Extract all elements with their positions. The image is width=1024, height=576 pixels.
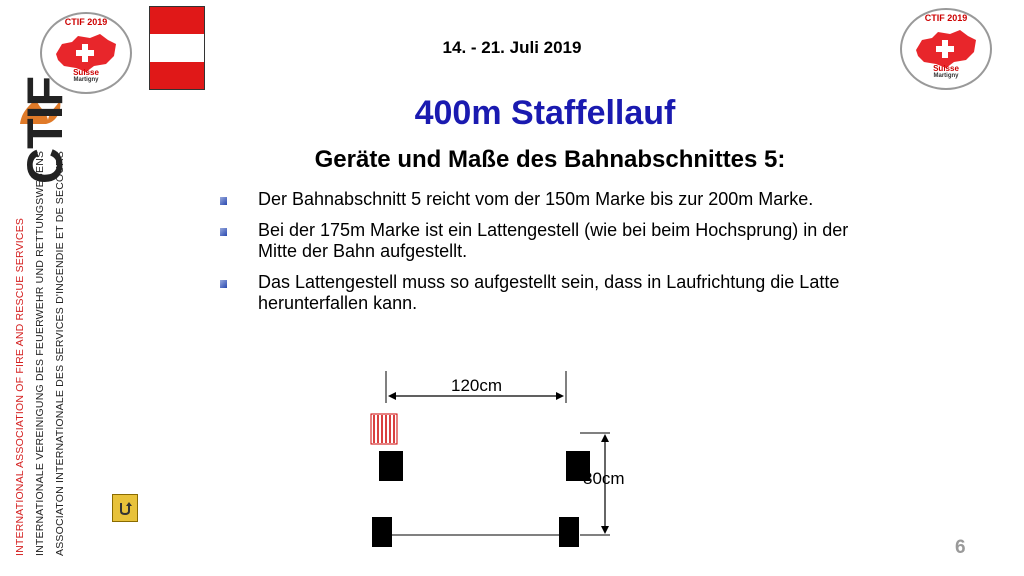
stand-block-bottom-right bbox=[559, 517, 579, 547]
logo-top-text: CTIF 2019 bbox=[64, 17, 108, 27]
page-subtitle: Geräte und Maße des Bahnabschnittes 5: bbox=[314, 146, 786, 173]
side-text-french: ASSOCIATON INTERNATIONALE DES SERVICES D'INCENDIE ET DE SECOURS bbox=[54, 150, 66, 556]
bullet-list bbox=[220, 189, 870, 324]
arrow-left-icon bbox=[388, 392, 396, 400]
arrow-right-icon bbox=[556, 392, 564, 400]
width-dimension-label: 120cm bbox=[451, 376, 503, 395]
bullet-item bbox=[220, 189, 870, 210]
high-jump-bar bbox=[371, 414, 397, 444]
bullet-icon bbox=[220, 228, 227, 236]
logo-bottom-text: Suisse bbox=[933, 64, 959, 73]
logo-sub-text: Martigny bbox=[933, 73, 959, 79]
bullet-text: Bei der 175m Marke ist ein Lattengestell (wie bei beim Hochsprung) in der Mitte der Bahn aufgestellt. bbox=[258, 220, 849, 261]
page-number: 6 bbox=[955, 537, 966, 558]
return-arrow-icon bbox=[116, 499, 134, 517]
logo-sub-text: Martigny bbox=[73, 77, 99, 83]
side-text-german: INTERNATIONALE VEREINIGUNG DES FEUERWEHR UND RETTUNGSWESENS bbox=[34, 150, 46, 556]
bullet-icon bbox=[220, 280, 227, 288]
page-title: 400m Staffellauf bbox=[414, 94, 676, 132]
return-arrow-button[interactable] bbox=[112, 494, 138, 522]
arrow-up-icon bbox=[601, 434, 609, 442]
logo-top-text: CTIF 2019 bbox=[924, 13, 968, 23]
bullet-item bbox=[220, 220, 870, 262]
stand-block-bottom-left bbox=[372, 517, 392, 547]
event-date: 14. - 21. Juli 2019 bbox=[442, 38, 582, 57]
bullet-item bbox=[220, 272, 870, 314]
stand-block-top-left bbox=[379, 451, 403, 481]
ctif-wordmark: CTIF bbox=[17, 76, 73, 184]
logo-bottom-text: Suisse bbox=[73, 68, 99, 77]
arrow-down-icon bbox=[601, 526, 609, 534]
side-text-english: INTERNATIONAL ASSOCIATION OF FIRE AND RESCUE SERVICES bbox=[14, 217, 26, 556]
track-section-diagram bbox=[360, 365, 650, 555]
bullet-text: Das Lattengestell muss so aufgestellt sein, dass in Laufrichtung die Latte herunterfallen kann. bbox=[258, 272, 840, 313]
bullet-text: Der Bahnabschnitt 5 reicht vom der 150m Marke bis zur 200m Marke. bbox=[258, 189, 814, 209]
bullet-icon bbox=[220, 197, 227, 205]
depth-dimension-label: 80cm bbox=[583, 469, 625, 488]
